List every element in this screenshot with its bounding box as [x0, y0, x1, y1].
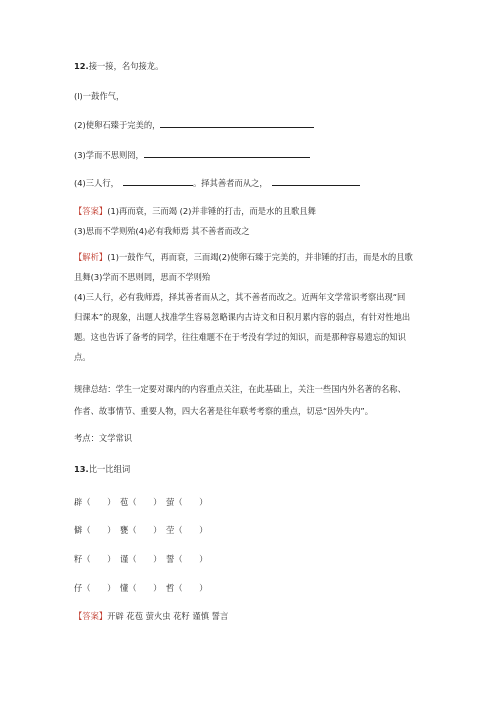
- answer-tag: 【答案】: [74, 611, 108, 621]
- summary-line-2: 作者、故事情节、重要人物，四大名著是往年联考考察的重点，切忌“因外失内”。: [74, 406, 373, 416]
- summary-line-1: 规律总结：学生一定要对课内的内容重点关注，在此基础上，关注一些国内外名著的名称、: [74, 384, 406, 394]
- q12-analysis-line-2: 且舞(3)学而不思则罔，思而不学则殆: [74, 272, 211, 282]
- question-text: 比一比组词: [88, 464, 131, 474]
- answer-tag: 【答案】: [74, 206, 108, 216]
- q12-analysis-line-4: 归课本”的现象，出题人找准学生容易忽略课内古诗文和日积月累内容的弱点，有针对性地出: [74, 312, 411, 322]
- q12-answer-line-1: 【答案】(1)再而衰，三而竭 (2)并非锤的打击，而是水的且歌且舞: [74, 206, 316, 216]
- word-cell: 懂（ ）: [120, 583, 162, 593]
- word-cell: 籽（ ）: [74, 554, 116, 564]
- q12-item-2: (2)使卵石臻于完美的，: [74, 119, 314, 131]
- analysis-tag: 【解析】: [74, 252, 108, 262]
- answer-blank[interactable]: [272, 177, 360, 186]
- q12-item-4: (4)三人行， 。择其善者而从之，: [74, 177, 360, 189]
- word-cell: 萤（ ）: [166, 497, 208, 507]
- word-cell: 茔（ ）: [166, 525, 208, 535]
- q12-analysis-line-5: 题。这也告诉了备考的同学，往往难题不在于考没有学过的知识，而是那种容易遗忘的知识: [74, 332, 406, 342]
- question-12-title: [74, 61, 163, 72]
- word-cell: 甕（ ）: [120, 525, 162, 535]
- word-cell: 誓（ ）: [166, 554, 208, 564]
- answer-blank[interactable]: [160, 119, 314, 128]
- word-cell: 仔（ ）: [74, 583, 116, 593]
- question-number: 12.: [74, 61, 89, 71]
- answer-blank[interactable]: [123, 177, 193, 186]
- q12-analysis-line-1: 【解析】(1)一鼓作气，再而衰，三而竭(2)使卵石臻于完美的，并非锤的打击，而是水的且歌: [74, 252, 413, 262]
- question-number: 13.: [74, 464, 89, 474]
- word-cell: 僻（ ）: [74, 525, 116, 535]
- kaodian: 考点：文学常识: [74, 433, 133, 443]
- q12-item-3: (3)学而不思则罔，: [74, 149, 310, 161]
- q12-answer-line-2: (3)思而不学则殆(4)必有我师焉 其不善者而改之: [74, 226, 250, 236]
- word-cell: 苞（ ）: [120, 497, 162, 507]
- question-13-title: [74, 464, 130, 475]
- word-cell: 辟（ ）: [74, 497, 116, 507]
- question-text: 接一接，名句接龙。: [88, 61, 164, 71]
- q12-analysis-line-6: 点。: [74, 352, 91, 362]
- answer-blank[interactable]: [144, 149, 310, 158]
- q12-analysis-line-3: (4)三人行，必有我师焉，择其善者而从之，其不善者而改之。近两年文学常识考察出现“回: [74, 292, 406, 302]
- word-cell: 谨（ ）: [120, 554, 162, 564]
- q13-answer: 【答案】开辟 花苞 萤火虫 花籽 谨慎 誓言: [74, 611, 229, 621]
- q12-item-1: (l)一鼓作气，: [74, 91, 125, 101]
- word-cell: 哲（ ）: [166, 583, 208, 593]
